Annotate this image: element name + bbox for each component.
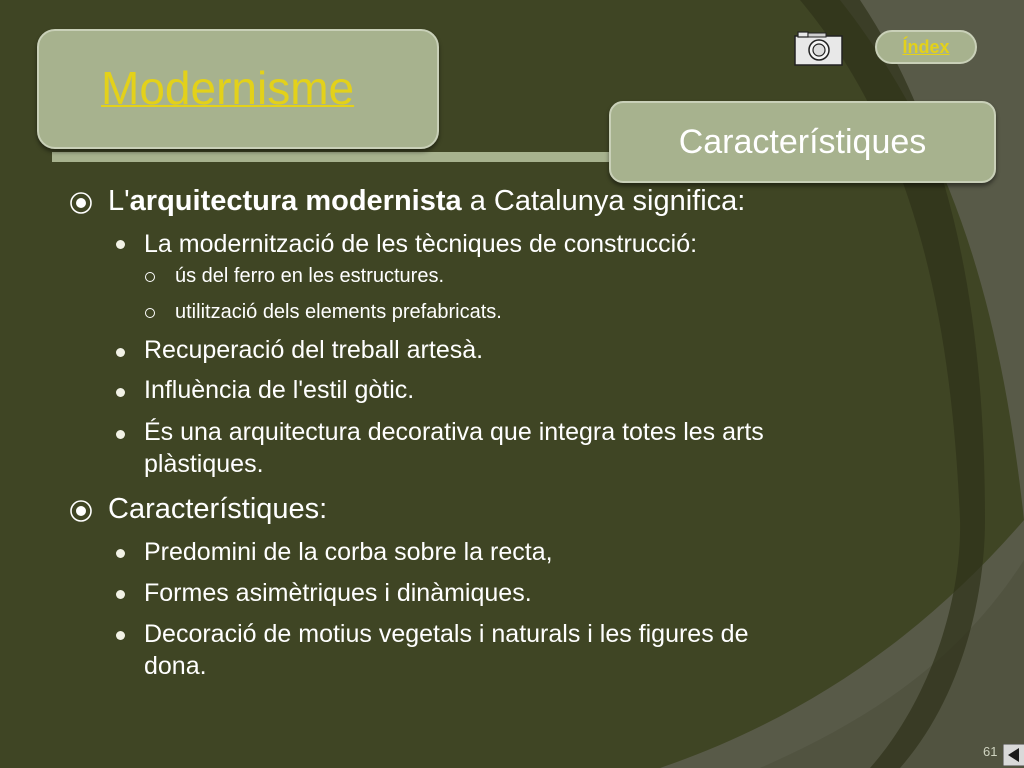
section1-heading: L'arquitectura modernista a Catalunya significa:	[108, 185, 746, 217]
section2-heading: Característiques:	[108, 493, 328, 525]
list-item: La modernització de les tècniques de construcció:	[144, 230, 698, 258]
page-number: 61	[983, 744, 998, 759]
slide-subtitle: Característiques	[678, 122, 927, 161]
circle-bullet-icon	[68, 190, 94, 216]
list-item: Predomini de la corba sobre la recta,	[144, 538, 553, 566]
list-item: ús del ferro en les estructures.	[175, 265, 445, 287]
dot-bullet-icon	[116, 348, 125, 357]
list-item: utilització dels elements prefabricats.	[175, 301, 502, 323]
hollow-bullet-icon	[145, 308, 155, 318]
list-item: Decoració de motius vegetals i naturals i les figures de	[144, 620, 749, 648]
list-item-continuation: dona.	[144, 652, 207, 680]
dot-bullet-icon	[116, 430, 125, 439]
hollow-bullet-icon	[145, 272, 155, 282]
circle-bullet-icon	[68, 498, 94, 524]
dot-bullet-icon	[116, 590, 125, 599]
dot-bullet-icon	[116, 240, 125, 249]
list-item: Influència de l'estil gòtic.	[144, 376, 415, 404]
list-item: Recuperació del treball artesà.	[144, 336, 484, 364]
list-item-continuation: plàstiques.	[144, 450, 264, 478]
dot-bullet-icon	[116, 631, 125, 640]
dot-bullet-icon	[116, 549, 125, 558]
list-item: Formes asimètriques i dinàmiques.	[144, 579, 532, 607]
slide-title[interactable]: Modernisme	[101, 62, 355, 114]
back-arrow-icon[interactable]	[1003, 744, 1024, 766]
list-item: És una arquitectura decorativa que integra totes les arts	[144, 418, 764, 446]
index-button[interactable]: Índex	[875, 30, 977, 64]
dot-bullet-icon	[116, 388, 125, 397]
